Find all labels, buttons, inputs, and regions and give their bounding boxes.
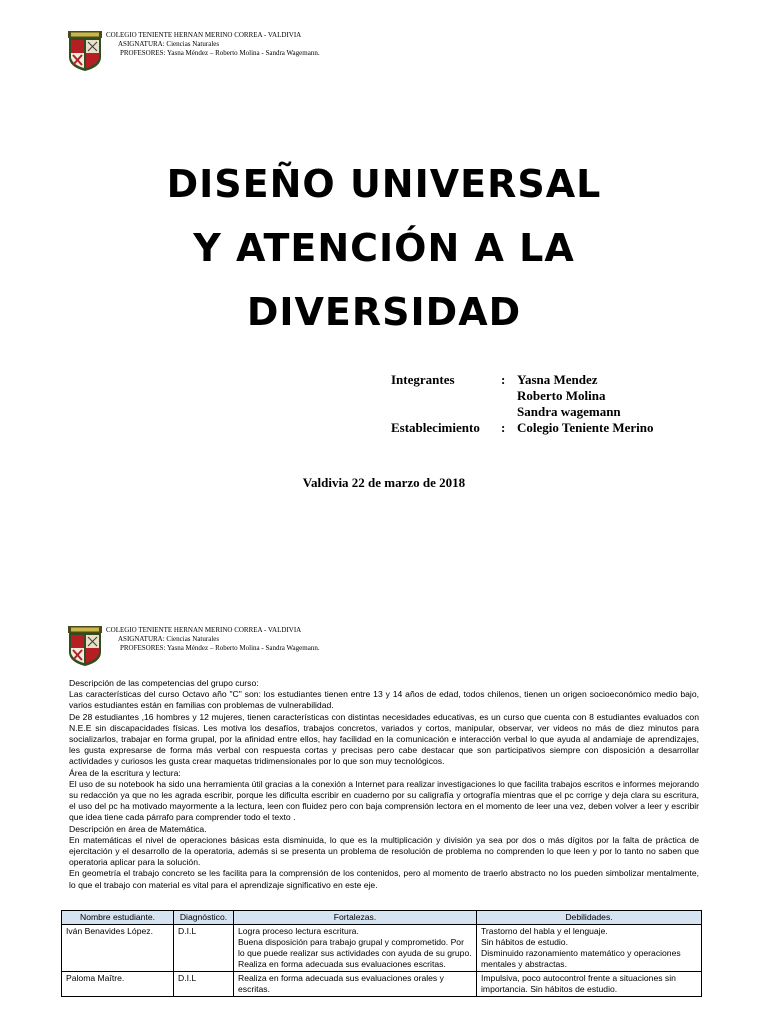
paragraph: Área de la escritura y lectura:: [69, 767, 181, 778]
student-name: Paloma Maître.: [62, 972, 174, 997]
table-header-row: [62, 911, 702, 925]
student-name: Iván Benavides López.: [62, 925, 174, 972]
students-table: [61, 910, 702, 997]
school-crest-icon: [68, 626, 102, 666]
weakness-item: Trastorno del habla y el lenguaje.: [481, 926, 608, 936]
document-title: [0, 152, 768, 344]
paragraph: Descripción en área de Matemática.: [69, 823, 207, 834]
establecimiento-label: Establecimiento: [391, 420, 480, 435]
separator: :: [501, 372, 506, 387]
header-text: [106, 31, 320, 58]
title-line-1: DISEÑO UNIVERSAL: [166, 162, 602, 206]
strength-item: Realiza en forma adecuada sus evaluaciones escritas.: [238, 959, 446, 969]
weakness-item: Sin hábitos de estudio.: [481, 937, 568, 947]
paragraph: En geometría el trabajo concreto se les facilita para la comprensión de los contenidos, pero al momento de traerlo abstracto no los pueden simbolizar mentalmente, lo que el trabajo con material es vital para el aprendizaje significativo en este eje.: [69, 868, 699, 890]
document-date: Valdivia 22 de marzo de 2018: [302, 475, 466, 490]
header-teachers: PROFESORES: Yasna Méndez – Roberto Molina - Sandra Wagemann.: [120, 49, 320, 57]
header-subject: ASIGNATURA: Ciencias Naturales: [118, 40, 220, 48]
student-weaknesses: [477, 972, 702, 997]
school-crest-icon: [68, 31, 102, 71]
integrantes-label: Integrantes: [391, 372, 455, 387]
student-diagnosis: D.I.L: [174, 972, 234, 997]
paragraph: De 28 estudiantes ,16 hombres y 12 mujeres, tienen características con distintas necesidades educativas, es un curso que cuenta con 8 estudiantes evaluados con N.E.E sin discapacidades físicas. Les motiva los desafíos, trabajos concretos, variados y cortos, manipular, observar, ver videos no más de diez minutos para socializarlos, trabajar en forma grupal, por la afinidad entre ellos, hay facilidad en la comunicación e interacción verbal lo que ayuda al andamiaje de aprendizajes, les gusta expresarse de forma más verbal con respuesta cortas y precisas pero cabe destacar que son participativos siempre con disposición a desarrollar actividades y curiosos les gusta crear maquetas tridimensionales por lo que son muy tecnológicos.: [69, 711, 699, 767]
weakness-item: Disminuido razonamiento matemático y operaciones mentales y abstractas.: [481, 948, 681, 969]
table-row: [62, 972, 702, 997]
school-header: [68, 31, 468, 75]
header-school-name: COLEGIO TENIENTE HERNAN MERINO CORREA - VALDIVIA: [106, 31, 302, 39]
strength-item: Buena disposición para trabajo grupal y comprometido. Por lo que puede realizar sus actividades con ayuda de su grupo.: [238, 937, 472, 958]
paragraph: El uso de su notebook ha sido una herramienta útil gracias a la conexión a Internet para realizar investigaciones lo que facilita trabajos escritos e informes mejorando su redacción ya que no les agrada escribir, porque les dificulta escribir en cuaderno por su caligrafía y ortografía mientras que el pc corrige y deja clara su escritura, el uso del pc ha motivado mayormente a la lectura, leen con fluidez pero con baja comprensión lectora en el momento de leer una vez, deben volver a leer y escribir que idea tiene cada párrafo para comprender todo el texto .: [69, 778, 699, 823]
column-header: Fortalezas.: [234, 911, 477, 925]
table-row: [62, 925, 702, 972]
header-school-name: COLEGIO TENIENTE HERNAN MERINO CORREA - VALDIVIA: [106, 626, 302, 634]
header-subject: ASIGNATURA: Ciencias Naturales: [118, 635, 220, 643]
member-3: Sandra wagemann: [517, 404, 621, 419]
separator: :: [501, 420, 506, 435]
member-1: Yasna Mendez: [517, 372, 598, 387]
student-strengths: [234, 972, 477, 997]
header-text: [106, 626, 320, 653]
title-line-2: Y ATENCIÓN A LA: [193, 226, 575, 270]
column-header: Debilidades.: [477, 911, 702, 925]
weakness-item: Impulsiva, poco autocontrol frente a situaciones sin importancia. Sin hábitos de estudio.: [481, 973, 676, 994]
strength-item: Logra proceso lectura escritura.: [238, 926, 359, 936]
school-header-page-2: [68, 626, 468, 670]
column-header: Nombre estudiante.: [62, 911, 174, 925]
student-diagnosis: D.I.L: [174, 925, 234, 972]
paragraph: En matemáticas el nivel de operaciones básicas esta disminuida, lo que es la multiplicación y división ya sea por dos o más dígitos por la falta de práctica de ejercitación y el desarrollo de la operatoria, además si se presenta un problema de resolución de problema no comprenden lo que leen y por lo tanto no saben que operatoria aplicar para la solución.: [69, 834, 699, 868]
header-teachers: PROFESORES: Yasna Méndez – Roberto Molina - Sandra Wagemann.: [120, 644, 320, 652]
document-meta: [391, 372, 654, 436]
title-line-3: DIVERSIDAD: [246, 290, 522, 334]
column-header: Diagnóstico.: [174, 911, 234, 925]
member-2: Roberto Molina: [517, 388, 606, 403]
course-description: [69, 678, 699, 891]
school-name: Colegio Teniente Merino: [517, 420, 654, 435]
paragraph: Las características del curso Octavo año "C" son: los estudiantes tienen entre 13 y 14 años de edad, todos chilenos, tienen un origen socioeconómico medio bajo, varios estudiantes están en familias con problemas de vulnerabilidad.: [69, 689, 699, 711]
paragraph: Descripción de las competencias del grupo curso:: [69, 678, 259, 688]
student-strengths: [234, 925, 477, 972]
student-weaknesses: [477, 925, 702, 972]
strength-item: Realiza en forma adecuada sus evaluaciones orales y escritas.: [238, 973, 444, 994]
